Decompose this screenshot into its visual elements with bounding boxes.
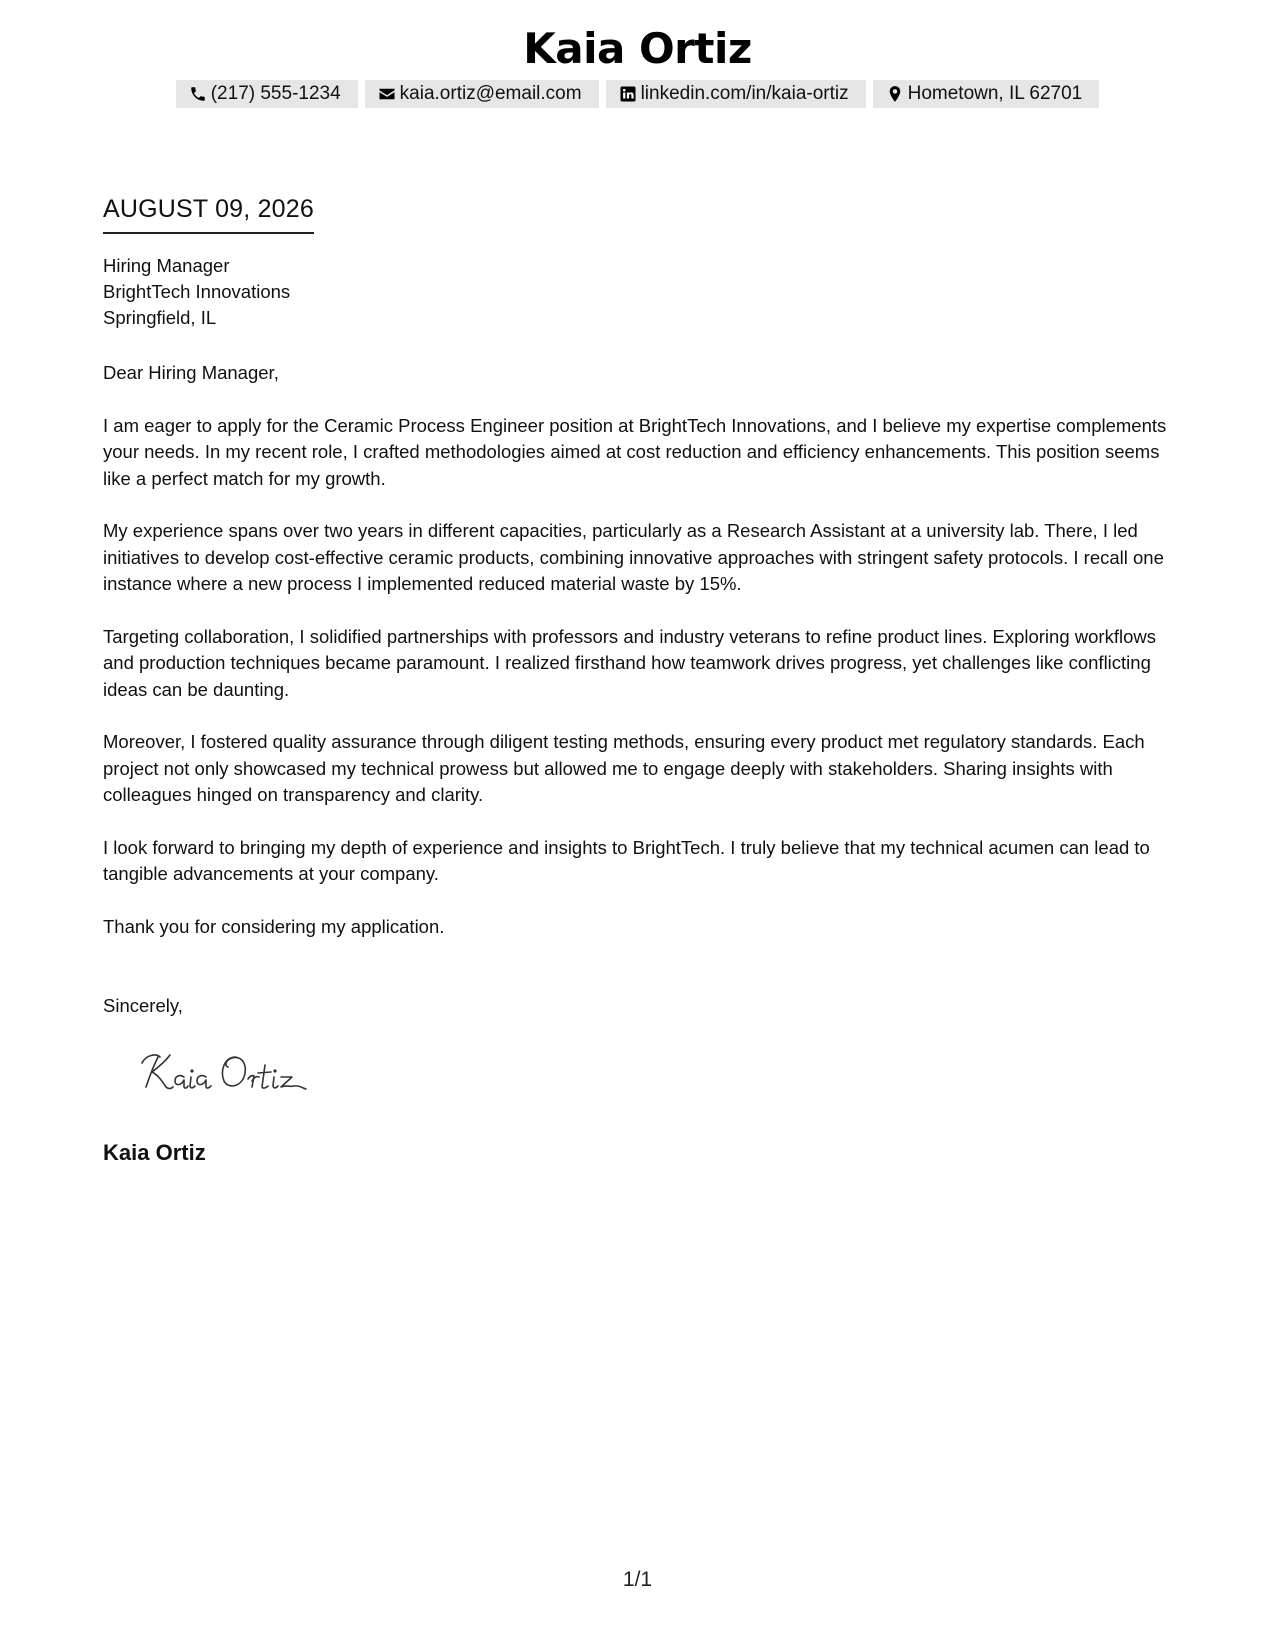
phone-icon [189, 85, 207, 103]
closing: Sincerely, [103, 995, 183, 1016]
contact-phone [176, 80, 358, 108]
body-paragraph: Targeting collaboration, I solidified partnerships with professors and industry veterans to refine product lines. Exploring workflows and production techniques became paramount. I realized firsthand how teamwork drives progress, yet challenges like conflicting ideas can be daunting. [103, 625, 1156, 700]
letter-date: AUGUST 09, 2026 [103, 192, 314, 234]
linkedin-text: linkedin.com/in/kaia-ortiz [640, 83, 849, 104]
signer-name: Kaia Ortiz [103, 1140, 206, 1165]
recipient-location: Springfield, IL [103, 307, 217, 328]
location-text: Hometown, IL 62701 [907, 83, 1083, 104]
envelope-icon [378, 85, 396, 103]
body-paragraph: My experience spans over two years in different capacities, particularly as a Research Assistant at a university lab. There, I led initiatives to develop cost-effective ceramic products, combining innovative approaches with stringent safety protocols. I recall one instance where a new process I implemented reduced material waste by 15%. [103, 520, 1164, 594]
letter-body [103, 360, 1183, 966]
body-paragraph: Thank you for considering my application. [103, 915, 445, 937]
recipient-block [103, 253, 290, 331]
map-pin-icon [886, 85, 904, 103]
page-number: 1/1 [622, 1568, 653, 1591]
contact-bar [0, 80, 1275, 108]
linkedin-icon [619, 85, 637, 103]
email-text: kaia.ortiz@email.com [399, 83, 582, 104]
body-paragraph: I look forward to bringing my depth of experience and insights to BrightTech. I truly believe that my technical acumen can lead to tangible advancements at your company. [103, 836, 1150, 884]
body-paragraph: I am eager to apply for the Ceramic Process Engineer position at BrightTech Innovations, and I believe my expertise complements your needs. In my recent role, I crafted methodologies aimed at cost reduction and efficiency enhancements. This position seems like a perfect match for my growth. [103, 414, 1167, 489]
handwritten-signature [140, 1045, 330, 1097]
contact-linkedin [606, 80, 866, 108]
contact-email [365, 80, 599, 108]
recipient-company: BrightTech Innovations [103, 281, 291, 302]
salutation: Dear Hiring Manager, [103, 362, 279, 383]
recipient-title: Hiring Manager [103, 255, 230, 276]
body-paragraph: Moreover, I fostered quality assurance through diligent testing methods, ensuring every product met regulatory standards. Each project not only showcased my technical prowess but allowed me to engage deeply with stakeholders. Sharing insights with colleagues hinged on transparency and clarity. [103, 731, 1145, 805]
phone-text: (217) 555-1234 [210, 83, 341, 104]
contact-location [873, 80, 1100, 108]
applicant-name: Kaia Ortiz [523, 24, 752, 73]
